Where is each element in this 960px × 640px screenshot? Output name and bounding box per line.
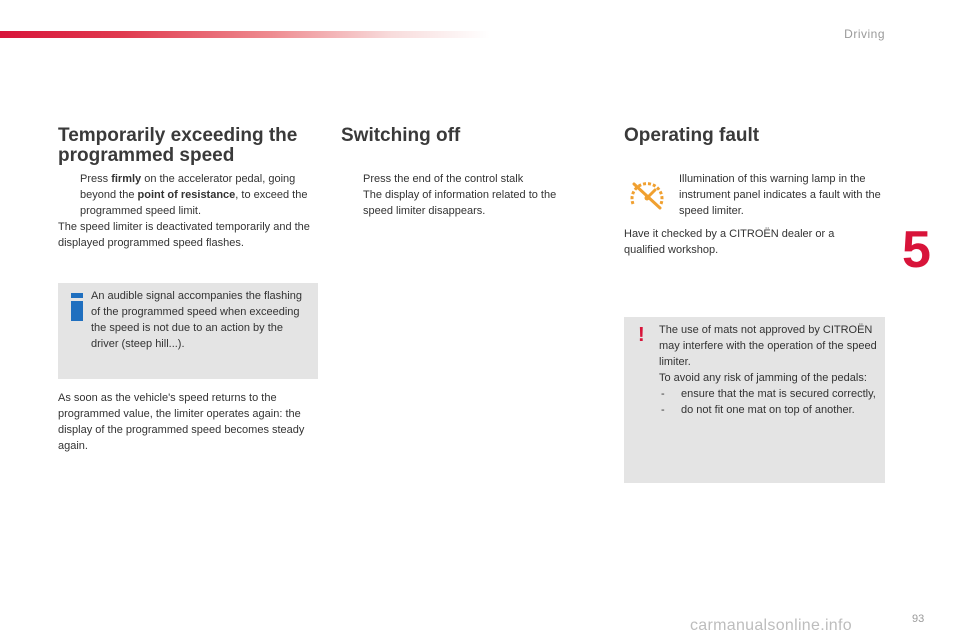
paragraph-deactivated: The speed limiter is deactivated temporarily and the displayed programmed speed flashes. <box>58 221 310 249</box>
heading-operating-fault: Operating fault <box>624 125 760 146</box>
instruction-line-1: Press the end of the control stalk <box>363 173 524 185</box>
section-title: Driving <box>844 27 885 41</box>
watermark: carmanualsonline.info <box>690 617 852 634</box>
instruction-text: Press firmly on the accelerator pedal, going beyond the point of resistance, to exceed the programmed speed limit. <box>80 173 308 217</box>
list-item: - do not fit one mat on top of another. <box>661 404 855 416</box>
info-box <box>58 283 318 379</box>
warning-text-2: To avoid any risk of jamming of the pedals: <box>659 372 867 384</box>
list-item: - ensure that the mat is secured correctly, <box>661 388 876 400</box>
warning-exclamation-icon: ! <box>638 324 645 346</box>
instruction-press-stalk-end <box>341 171 586 219</box>
info-text: An audible signal accompanies the flashing of the programmed speed when exceeding the speed is not due to an action by the driver (steep hill...). <box>91 290 302 350</box>
heading-switching-off: Switching off <box>341 125 461 146</box>
instruction-press-firmly <box>58 171 320 219</box>
paragraph-limiter-operates-again: As soon as the vehicle's speed returns to the programmed value, the limiter operates again: the display of the programmed speed becomes steady again. <box>58 392 305 452</box>
speed-limiter-warning-icon <box>627 178 667 210</box>
warning-box <box>624 317 885 483</box>
warning-lamp-text: Illumination of this warning lamp in the instrument panel indicates a fault with the speed limiter. <box>679 173 881 217</box>
warning-text-1: The use of mats not approved by CITROËN may interfere with the operation of the speed limiter. <box>659 324 877 368</box>
heading-temporarily-exceeding: Temporarily exceeding the programmed speed <box>58 125 298 166</box>
paragraph-have-it-checked: Have it checked by a CITROËN dealer or a qualified workshop. <box>624 228 835 256</box>
info-icon <box>70 293 84 321</box>
list-dash: - <box>661 388 665 400</box>
chapter-number: 5 <box>902 221 931 279</box>
header-accent-bar <box>0 31 490 38</box>
page-number: 93 <box>912 613 925 625</box>
instruction-line-2: The display of information related to the speed limiter disappears. <box>363 189 557 217</box>
list-dash: - <box>661 404 665 416</box>
warning-text <box>659 322 883 418</box>
